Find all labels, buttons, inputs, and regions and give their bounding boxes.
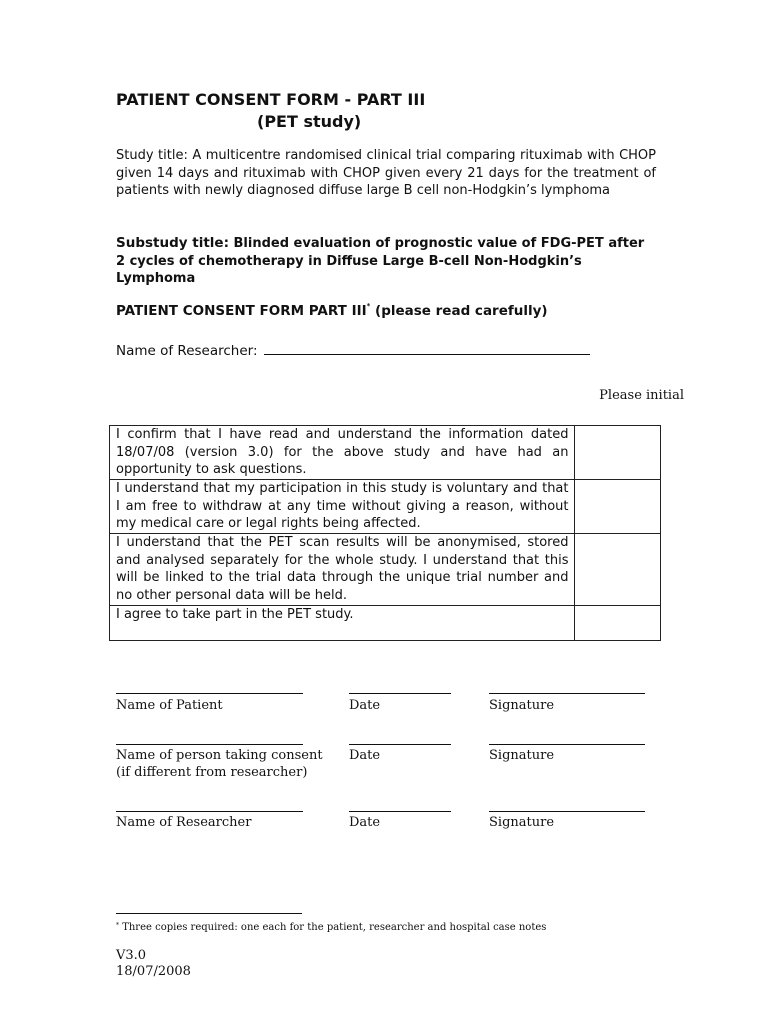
researcher-name-line[interactable] (264, 340, 590, 355)
consent-taker-date-label: Date (349, 748, 381, 763)
version-date: 18/07/2008 (116, 964, 191, 979)
consent-taker-date-line[interactable] (349, 744, 451, 745)
patient-date-label: Date (349, 698, 381, 713)
researcher-signature-label: Signature (489, 815, 555, 830)
researcher-date-line[interactable] (349, 811, 451, 812)
table-row (110, 534, 661, 606)
consent-taker-name-label (116, 747, 323, 781)
researcher-name-field (116, 340, 590, 359)
patient-name-label: Name of Patient (116, 698, 223, 713)
researcher-date-label: Date (349, 815, 381, 830)
version-info (116, 948, 191, 980)
consent-heading-note: (please read carefully) (375, 303, 548, 319)
substudy-label: Substudy title: (116, 235, 229, 251)
initial-box[interactable] (574, 606, 661, 641)
form-title: PATIENT CONSENT FORM - PART III (116, 90, 426, 109)
consent-taker-signature-label: Signature (489, 748, 555, 763)
substudy-text: Blinded evaluation of prognostic value of FDG-PET after 2 cycles of chemotherapy in Diffuse Large B-cell Non-Hodgkin’s Lymphoma (116, 236, 645, 286)
consent-taker-name-note: (if different from researcher) (116, 765, 308, 780)
footnote-text: Three copies required: one each for the patient, researcher and hospital case notes (122, 922, 547, 933)
footnote (116, 922, 546, 933)
consent-heading-text: PATIENT CONSENT FORM PART III (116, 303, 367, 319)
table-row (110, 606, 661, 641)
patient-signature-label: Signature (489, 698, 555, 713)
patient-name-line[interactable] (116, 693, 303, 694)
form-subtitle: (PET study) (257, 112, 362, 131)
footnote-marker: * (116, 922, 119, 929)
consent-statement: I agree to take part in the PET study. (110, 606, 575, 641)
substudy-title (116, 235, 656, 288)
consent-taker-signature-line[interactable] (489, 744, 645, 745)
initial-column-header: Please initial (599, 388, 684, 403)
patient-date-line[interactable] (349, 693, 451, 694)
consent-heading (116, 303, 548, 319)
footnote-divider (116, 913, 302, 914)
initial-box[interactable] (574, 480, 661, 534)
consent-table (109, 425, 661, 641)
researcher-signature-line[interactable] (489, 811, 645, 812)
table-row (110, 426, 661, 480)
researcher-sign-name-line[interactable] (116, 811, 303, 812)
researcher-name-label: Name of Researcher: (116, 343, 258, 359)
consent-statement: I understand that the PET scan results will be anonymised, stored and analysed separately for the whole study. I understand that this will be linked to the trial data through the unique trial number and no other personal data will be held. (110, 534, 575, 606)
footnote-marker: * (366, 302, 371, 310)
consent-taker-name-text: Name of person taking consent (116, 748, 323, 763)
patient-signature-line[interactable] (489, 693, 645, 694)
version-label: V3.0 (116, 948, 147, 963)
table-row (110, 480, 661, 534)
consent-taker-name-line[interactable] (116, 744, 303, 745)
study-title: Study title: A multicentre randomised clinical trial comparing rituximab with CHOP given 14 days and rituximab with CHOP given every 21 days for the treatment of patients with newly diagnosed diffuse large B cell non-Hodgkin’s lymphoma (116, 148, 656, 198)
initial-box[interactable] (574, 534, 661, 606)
researcher-sign-name-label: Name of Researcher (116, 815, 252, 830)
consent-statement: I understand that my participation in this study is voluntary and that I am free to withdraw at any time without giving a reason, without my medical care or legal rights being affected. (110, 480, 575, 534)
consent-statement: I confirm that I have read and understand the information dated 18/07/08 (version 3.0) for the above study and have had an opportunity to ask questions. (110, 426, 575, 480)
initial-box[interactable] (574, 426, 661, 480)
